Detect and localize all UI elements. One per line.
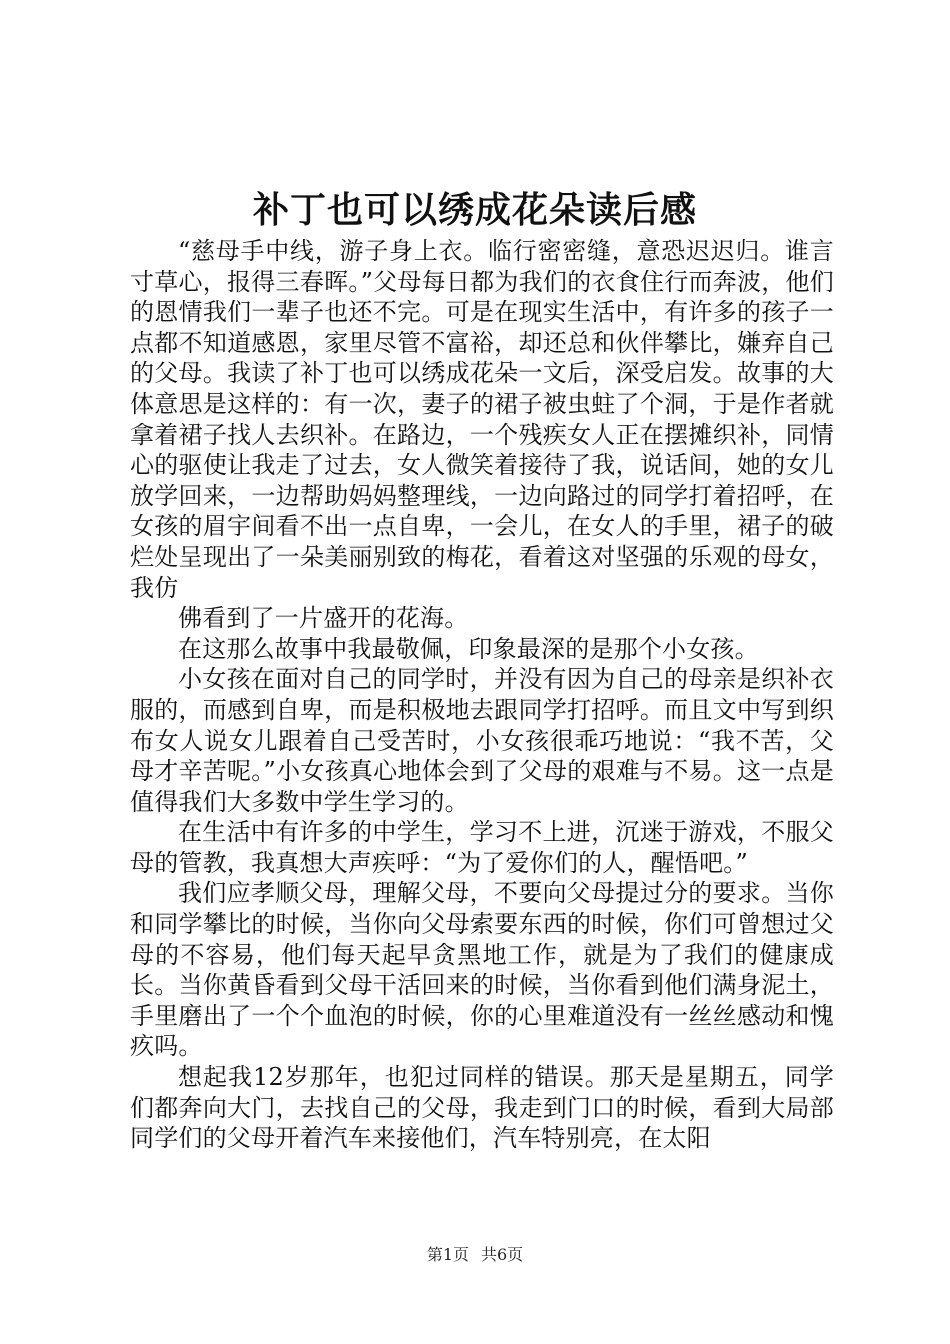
page-number: 第1页 <box>426 1245 469 1264</box>
paragraph-6: 我们应孝顺父母，理解父母，不要向父母提过分的要求。当你和同学攀比的时候，当你向父母索要东西的时候，你们可曾想过父母的不容易，他们每天起早贪黑地工作，就是为了我们的健康成长。当你黄昏看到父母干活回来的时候，当你看到他们满身泥土，手里磨出了一个个血泡的时候，你的心里难道没有一丝丝感动和愧疚吗。 <box>130 879 834 1061</box>
page-footer <box>0 1244 950 1266</box>
page-total: 共6页 <box>481 1245 524 1264</box>
document-title: 补丁也可以绣成花朵读后感 <box>252 189 697 231</box>
paragraph-4: 小女孩在面对自己的同学时，并没有因为自己的母亲是织补衣服的，而感到自卑，而是积极地去跟同学打招呼。而且文中写到织布女人说女儿跟着自己受苦时，小女孩很乖巧地说：“我不苦，父母才辛苦呢。”小女孩真心地体会到了父母的艰难与不易。这一点是值得我们大多数中学生学习的。 <box>130 665 834 816</box>
paragraph-7: 想起我12岁那年，也犯过同样的错误。那天是星期五，同学们都奔向大门，去找自己的父母，我走到门口的时候，看到大局部同学们的父母开着汽车来接他们，汽车特别亮，在太阳 <box>130 1063 834 1153</box>
paragraph-3: 在这那么故事中我最敬佩，印象最深的是那个小女孩。 <box>178 634 759 663</box>
paragraph-1: “慈母手中线，游子身上衣。临行密密缝，意恐迟迟归。谁言寸草心，报得三春晖。”父母每日都为我们的衣食住行而奔波，他们的恩情我们一辈子也还不完。可是在现实生活中，有许多的孩子一点都不知道感恩，家里尽管不富裕，却还总和伙伴攀比，嫌弃自己的父母。我读了补丁也可以绣成花朵一文后，深受启发。故事的大体意思是这样的：有一次，妻子的裙子被虫蛀了个洞，于是作者就拿着裙子找人去织补。在路边，一个残疾女人正在摆摊织补，同情心的驱使让我走了过去，女人微笑着接待了我，说话间，她的女儿放学回来，一边帮助妈妈整理线，一边向路过的同学打着招呼，在女孩的眉宇间看不出一点自卑，一会儿，在女人的手里，裙子的破烂处呈现出了一朵美丽别致的梅花，看着这对坚强的乐观的母女，我仿 <box>130 237 834 602</box>
paragraph-5: 在生活中有许多的中学生，学习不上进，沉迷于游戏，不服父母的管教，我真想大声疾呼：“为了爱你们的人，醒悟吧。” <box>130 818 834 877</box>
paragraph-2: 佛看到了一片盛开的花海。 <box>178 604 469 633</box>
document-body <box>130 236 834 1154</box>
